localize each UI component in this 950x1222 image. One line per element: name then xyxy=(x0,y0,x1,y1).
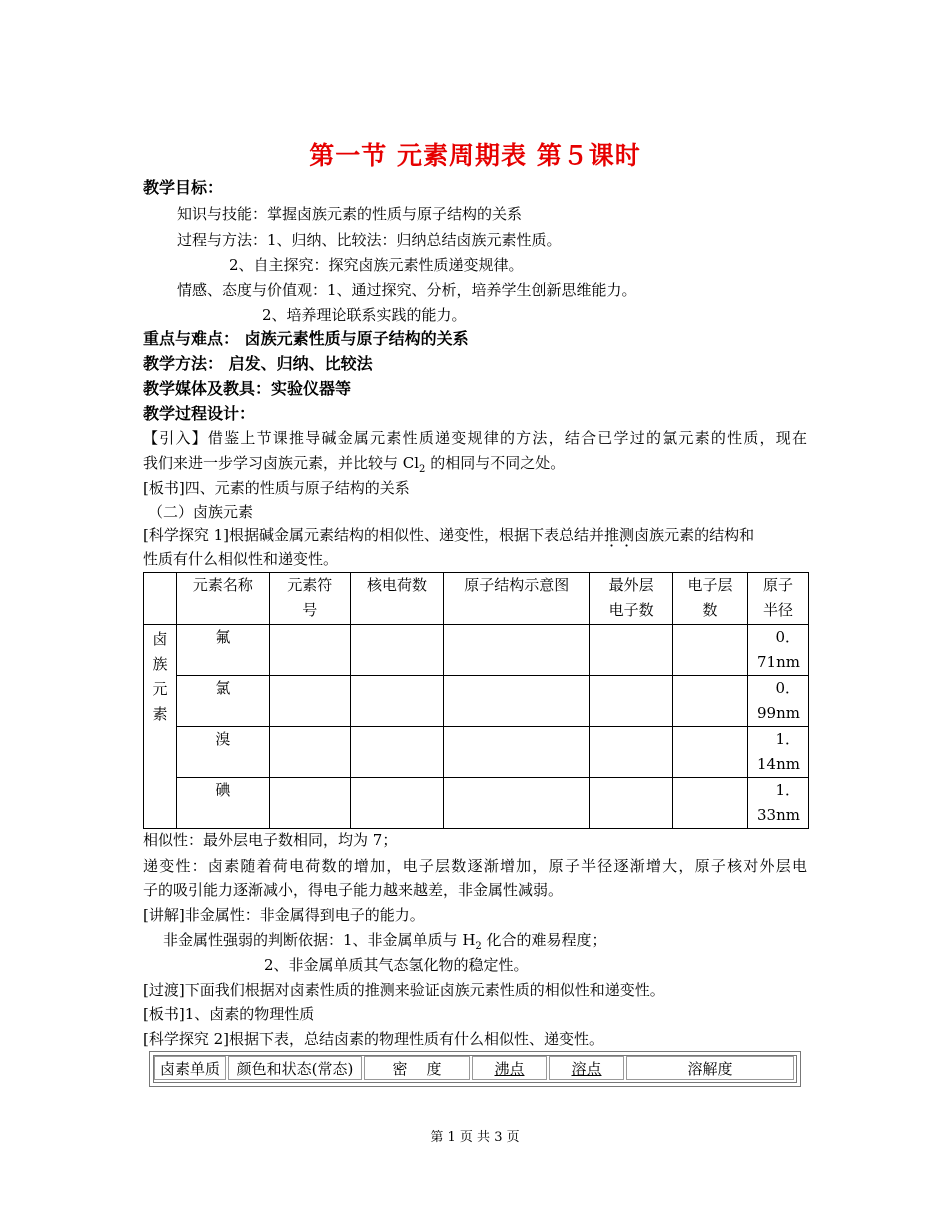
process-heading: 教学过程设计： xyxy=(143,404,256,423)
objective-process-1: 过程与方法：1、归纳、比较法：归纳总结卤族元素性质。 xyxy=(177,231,562,249)
criteria-1-pre: 非金属性强弱的判断依据：1、非金属单质与 H xyxy=(163,931,476,949)
explore-1-post: 卤族元素的结构和 xyxy=(634,526,755,544)
board-note-1: [板书]四、元素的性质与原子结构的关系 xyxy=(143,479,410,497)
cell xyxy=(350,625,444,676)
header-halogen: 卤素单质 xyxy=(154,1056,226,1080)
explore-1-pre: [科学探究 1]根据碱金属元素结构的相似性、递变性，根据下表总结并 xyxy=(143,526,605,544)
cell xyxy=(350,676,444,727)
cell xyxy=(673,625,748,676)
objective-knowledge: 知识与技能：掌握卤族元素的性质与原子结构的关系 xyxy=(177,205,523,223)
cell xyxy=(673,676,748,727)
gradation-line-1: 递变性：卤素随着荷电荷数的增加，电子层数逐渐增加，原子半径逐渐增大，原子核对外层电 xyxy=(143,857,807,875)
explore-1-line-2: 性质有什么相似性和递变性。 xyxy=(143,550,339,568)
row-bromine-name: 溴 xyxy=(176,727,269,778)
lesson-title: 第一节 元素周期表 第５课时 xyxy=(309,141,641,170)
cell xyxy=(444,676,590,727)
explore-2: [科学探究 2]根据下表，总结卤素的物理性质有什么相似性、递变性。 xyxy=(143,1030,605,1048)
section-halogens: （二）卤族元素 xyxy=(148,503,254,521)
header-structure-diagram: 原子结构示意图 xyxy=(444,573,590,625)
header-boiling-point: 沸点 xyxy=(472,1056,547,1080)
criteria-1-post: 化合的难易程度； xyxy=(481,931,607,949)
explain-nonmetal: [讲解]非金属性：非金属得到电子的能力。 xyxy=(143,906,425,924)
cl2-subscript: 2 xyxy=(419,464,426,475)
teaching-media: 教学媒体及教具：实验仪器等 xyxy=(143,379,352,398)
header-density: 密 度 xyxy=(364,1056,470,1080)
objectives-heading: 教学目标： xyxy=(143,178,224,197)
table-header-blank xyxy=(144,573,177,625)
row-fluorine-name: 氟 xyxy=(176,625,269,676)
header-solubility: 溶解度 xyxy=(626,1056,794,1080)
cell xyxy=(590,727,673,778)
key-points: 重点与难点： 卤族元素性质与原子结构的关系 xyxy=(143,329,469,348)
cell xyxy=(590,778,673,829)
objective-emotion-2: 2、培养理论联系实践的能力。 xyxy=(262,306,467,324)
similarity: 相似性：最外层电子数相同，均为 7； xyxy=(143,831,398,849)
objective-emotion-1: 情感、态度与价值观：1、通过探究、分析，培养学生创新思维能力。 xyxy=(177,281,637,299)
cell xyxy=(269,625,350,676)
header-element-name: 元素名称 xyxy=(176,573,269,625)
intro-line-1: 【引入】借鉴上节课推导碱金属元素性质递变规律的方法，结合已学过的氯元素的性质，现在 xyxy=(143,429,807,447)
cell xyxy=(350,727,444,778)
criteria-1 xyxy=(163,930,607,950)
gradation-line-2: 子的吸引能力逐渐减小，得电子能力越来越差，非金属性减弱。 xyxy=(143,881,564,899)
cell xyxy=(444,625,590,676)
header-electron-shells: 电子层数 xyxy=(673,573,748,625)
cell xyxy=(444,778,590,829)
cell xyxy=(350,778,444,829)
intro-line-2-post: 的相同与不同之处。 xyxy=(425,454,566,472)
row-fluorine-radius: 0．71nm xyxy=(747,625,808,676)
h2-subscript: 2 xyxy=(475,941,482,952)
cell xyxy=(269,778,350,829)
row-bromine-radius: 1．14nm xyxy=(747,727,808,778)
row-iodine-radius: 1．33nm xyxy=(747,778,808,829)
emphasis-char-2: 测 xyxy=(619,526,635,544)
header-color-state: 颜色和状态(常态) xyxy=(228,1056,362,1080)
header-atomic-radius: 原子半径 xyxy=(747,573,808,625)
group-label-halogens xyxy=(144,625,177,829)
header-element-symbol: 元素符号 xyxy=(269,573,350,625)
halogen-structure-table xyxy=(143,572,809,829)
row-chlorine-name: 氯 xyxy=(176,676,269,727)
objective-process-2: 2、自主探究：探究卤族元素性质递变规律。 xyxy=(229,256,524,274)
header-melting-point: 溶点 xyxy=(549,1056,624,1080)
criteria-2: 2、非金属单质其气态氢化物的稳定性。 xyxy=(264,956,529,974)
header-outer-electrons: 最外层电子数 xyxy=(590,573,673,625)
board-note-2: [板书]1、卤素的物理性质 xyxy=(143,1005,315,1023)
intro-line-2-pre: 我们来进一步学习卤族元素，并比较与 Cl xyxy=(143,454,420,472)
teaching-methods: 教学方法： 启发、归纳、比较法 xyxy=(143,354,373,373)
intro-line-2 xyxy=(143,453,565,473)
group-label-text: 卤族元素 xyxy=(152,630,168,723)
physical-properties-table xyxy=(152,1054,796,1082)
transition: [过渡]下面我们根据对卤素性质的推测来验证卤族元素性质的相似性和递变性。 xyxy=(143,981,665,999)
cell xyxy=(590,625,673,676)
cell xyxy=(673,727,748,778)
cell xyxy=(444,727,590,778)
row-chlorine-radius: 0．99nm xyxy=(747,676,808,727)
cell xyxy=(590,676,673,727)
explore-1-line-1 xyxy=(143,525,754,545)
cell xyxy=(269,727,350,778)
cell xyxy=(269,676,350,727)
header-nuclear-charge: 核电荷数 xyxy=(350,573,444,625)
page-footer: 第 1 页 共 3 页 xyxy=(430,1130,520,1145)
cell xyxy=(673,778,748,829)
emphasis-char-1: 推 xyxy=(604,526,620,544)
row-iodine-name: 碘 xyxy=(176,778,269,829)
